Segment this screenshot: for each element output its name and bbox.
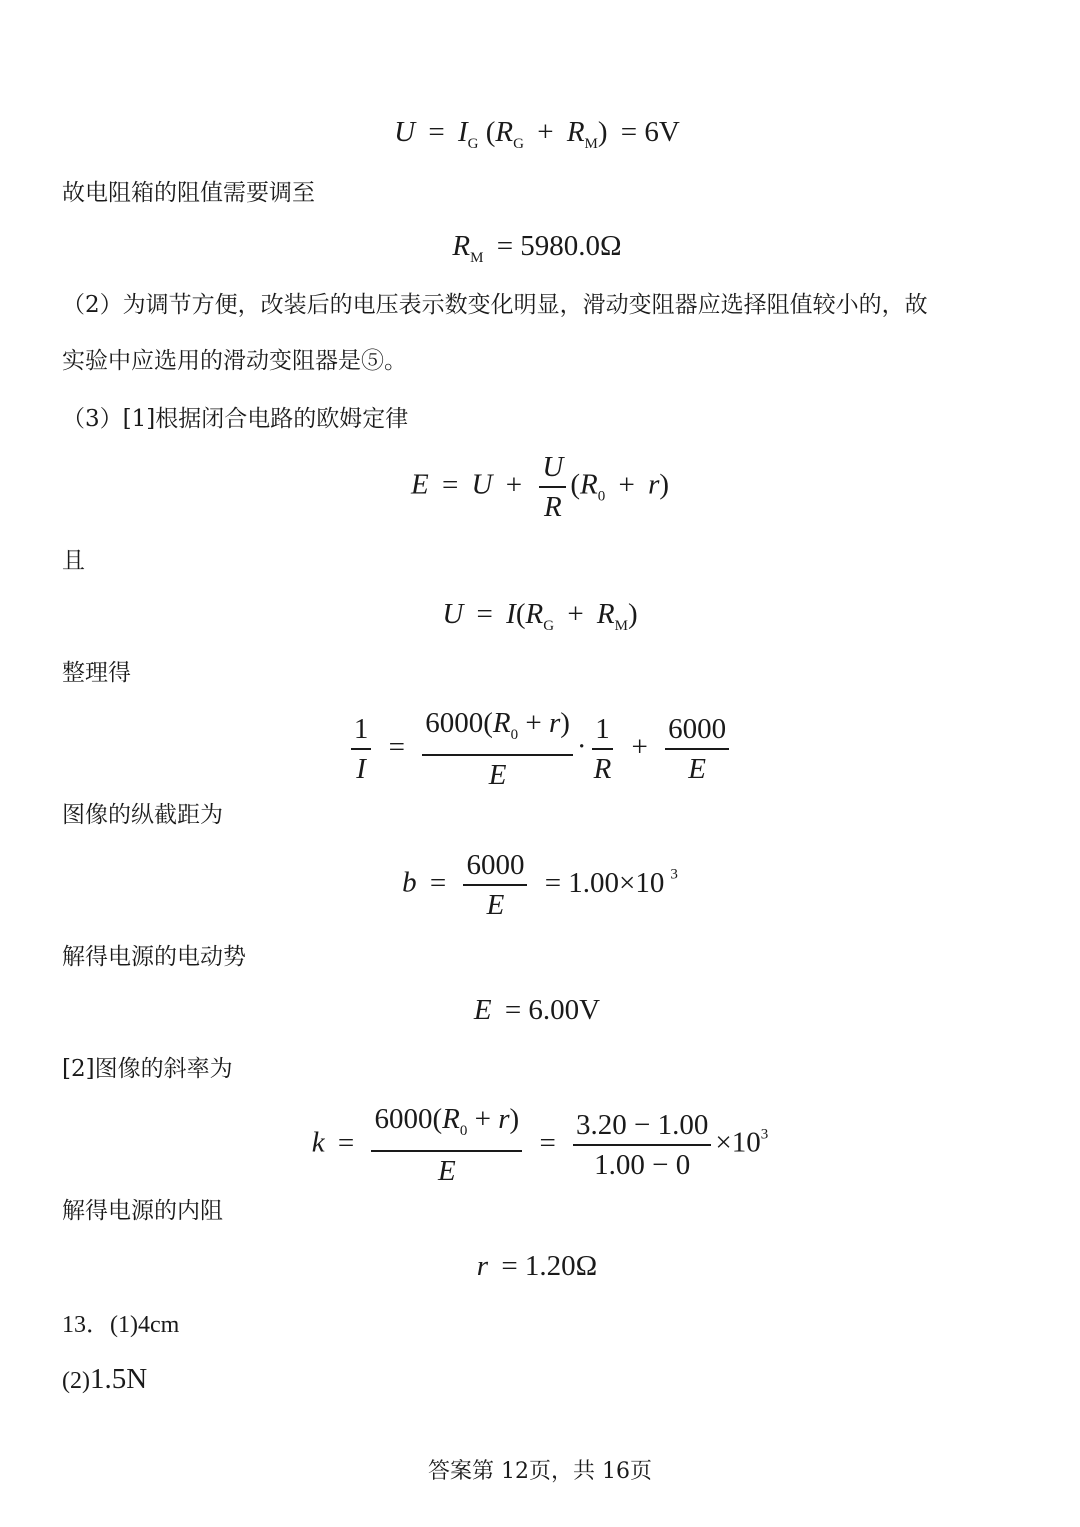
eq-fraction [371, 1102, 522, 1188]
paragraph-text: 实验中应选用的滑动变阻器是⑤。 [62, 348, 407, 374]
eq-fraction [422, 706, 573, 792]
paragraph-text: 整理得 [62, 660, 131, 686]
eq-denominator: R [543, 491, 562, 523]
eq-paren: ) [509, 1103, 520, 1135]
eq-symbol: E [473, 994, 492, 1026]
eq-subscript: 0 [459, 1123, 468, 1139]
eq-symbol: r [476, 1250, 489, 1282]
eq-numerator: 6000 [463, 848, 527, 886]
eq-symbol: R [525, 598, 544, 630]
eq-symbol: R [596, 598, 615, 630]
eq-number: 6000( [374, 1103, 443, 1135]
answer-13-part-1: 13．(1)4cm [62, 1312, 180, 1338]
eq-result: ×10 [715, 1126, 761, 1159]
equation-emf [0, 990, 1080, 1030]
eq-result: = 5980.0Ω [496, 230, 622, 262]
eq-symbol: r [648, 468, 660, 501]
eq-operator: = [429, 866, 447, 899]
eq-symbol: E [410, 468, 429, 501]
equation-voltage: $U = I_G$ $(R_G + R_M) = 6V$ [394, 116, 680, 152]
eq-fraction [539, 450, 566, 524]
eq-denominator: E [688, 753, 707, 785]
page-footer: 答案第 12页，共 16页 [428, 1459, 652, 1484]
answer-value: 1.5N [89, 1363, 148, 1395]
eq-number: 6000( [425, 707, 493, 739]
eq-subscript: 0 [597, 488, 606, 505]
paragraph-text: （3）[1]根据闭合电路的欧姆定律 [62, 406, 409, 432]
eq-operator: = [539, 1126, 556, 1159]
eq-exponent: 3 [760, 1126, 769, 1143]
eq-fraction [665, 712, 729, 786]
eq-numerator: 3.20 − 1.00 [573, 1108, 711, 1146]
eq-result: = 1.00×10 [544, 866, 665, 899]
eq-symbol: k [311, 1126, 325, 1159]
eq-operator: + [618, 468, 635, 501]
eq-operator: + [567, 598, 584, 630]
eq-symbol: U [442, 598, 464, 630]
equation-rearranged [0, 706, 1080, 792]
equation-resistance-box [0, 226, 1080, 278]
equation-slope [0, 1102, 1080, 1188]
eq-denominator: E [437, 1155, 456, 1187]
eq-subscript: G [467, 136, 479, 152]
eq-numerator: 1 [592, 712, 613, 750]
eq-denominator: E [486, 889, 505, 921]
equation-voltage-current: $U = I(R_G + R_M)$ [442, 598, 638, 634]
eq-result: = 6V [620, 116, 680, 148]
eq-exponent: 3 [670, 866, 678, 883]
eq-symbol: R [452, 230, 471, 262]
eq-denominator: R [593, 753, 612, 785]
eq-operator: = [428, 116, 445, 148]
eq-operator: + [537, 116, 554, 148]
answer-label: (2) [62, 1368, 90, 1394]
eq-operator: + [467, 1103, 499, 1135]
eq-fraction [573, 1108, 711, 1182]
eq-numerator: U [539, 450, 566, 488]
equation-intercept [0, 848, 1080, 922]
eq-operator: + [518, 707, 549, 739]
paragraph-text: 图像的纵截距为 [62, 802, 223, 828]
paragraph-text: 且 [62, 548, 85, 574]
eq-symbol: R [579, 468, 598, 501]
eq-symbol: R [492, 707, 511, 739]
eq-operator: = [441, 468, 459, 501]
eq-numerator [422, 706, 573, 756]
eq-symbol: I [457, 116, 468, 148]
eq-operator: = [337, 1126, 355, 1159]
eq-subscript: G [513, 136, 524, 152]
eq-denominator: I [356, 753, 366, 785]
eq-denominator: 1.00 − 0 [594, 1149, 691, 1181]
paragraph-text: [2]图像的斜率为 [62, 1056, 233, 1082]
eq-fraction [351, 712, 372, 786]
equation-ohm-law: E = U + $\frac{U}{R}$ $(R_0 + r)$ [410, 451, 670, 523]
eq-symbol: R [566, 116, 585, 148]
eq-subscript: M [614, 618, 628, 634]
eq-operator: = [388, 730, 405, 763]
paragraph-text: 故电阻箱的阻值需要调至 [62, 180, 315, 206]
eq-symbol: b [402, 866, 417, 899]
eq-numerator: 6000 [665, 712, 729, 750]
eq-fraction [463, 848, 527, 922]
eq-numerator: 1 [351, 712, 372, 750]
eq-operator: + [631, 730, 648, 763]
eq-subscript: 0 [510, 727, 519, 743]
eq-symbol: r [548, 707, 561, 739]
eq-fraction [591, 712, 615, 786]
eq-subscript: M [584, 136, 598, 152]
eq-subscript: M [470, 250, 484, 266]
eq-operator: · [576, 730, 587, 763]
eq-operator: + [505, 468, 523, 501]
eq-result: = 1.20Ω [501, 1250, 598, 1282]
eq-result: = 6.00V [504, 994, 601, 1026]
eq-symbol: r [498, 1103, 510, 1135]
paragraph-text: 解得电源的电动势 [62, 944, 246, 970]
answer-13-part-2 [62, 1364, 147, 1396]
eq-symbol: R [495, 116, 514, 148]
eq-symbol: U [394, 116, 416, 148]
eq-operator: = [476, 598, 493, 630]
eq-denominator: E [488, 759, 507, 791]
eq-symbol: R [442, 1103, 460, 1135]
eq-symbol: U [471, 468, 493, 501]
eq-paren: ) [560, 707, 570, 739]
eq-numerator [371, 1102, 522, 1152]
paragraph-text: （2）为调节方便，改装后的电压表示数变化明显，滑动变阻器应选择阻值较小的，故 [62, 292, 928, 318]
eq-symbol: I [506, 598, 516, 630]
equation-internal-resistance [0, 1246, 1080, 1286]
paragraph-text: 解得电源的内阻 [62, 1198, 223, 1224]
eq-subscript: G [543, 618, 555, 634]
